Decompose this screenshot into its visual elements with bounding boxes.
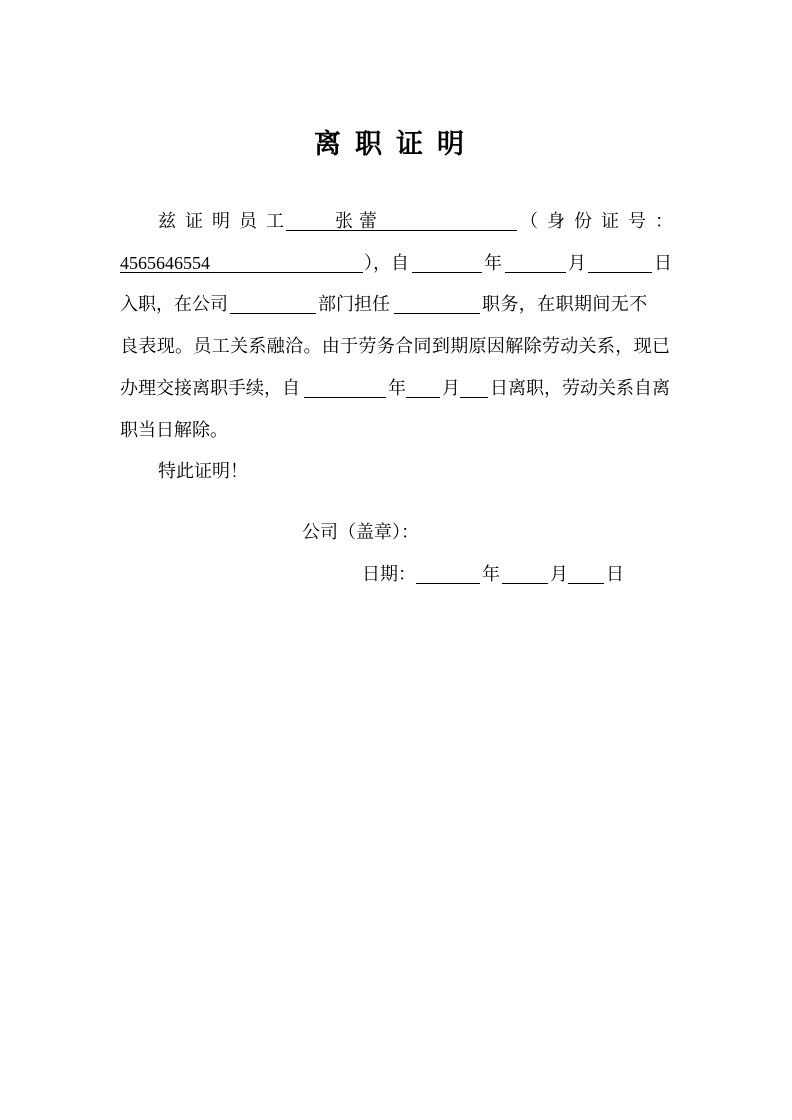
sign-day-blank [568, 563, 604, 584]
id-number: 4565646554 [120, 253, 210, 273]
start-day-blank [588, 252, 652, 273]
position-text: 职务，在职期间无不 [482, 294, 648, 314]
month-text: 月 [442, 378, 460, 398]
document-title: 离职证明 [314, 129, 478, 159]
body-line-6: 职当日解除。 [120, 420, 228, 440]
leave-year-blank [304, 377, 386, 398]
intro-text: 兹证明员工 [158, 211, 293, 231]
from-text: ），自 [364, 253, 409, 273]
day-text: 日 [654, 253, 672, 273]
leave-month-blank [406, 377, 440, 398]
date-label: 日期： [362, 564, 416, 584]
month-text: 月 [568, 253, 586, 273]
year-text: 年 [484, 253, 502, 273]
closing-text: 特此证明！ [158, 461, 248, 481]
body-line-4: 良表现。员工关系融洽。由于劳务合同到期原因解除劳动关系，现已 [120, 336, 670, 356]
department-blank [230, 293, 316, 314]
employee-name-field [286, 210, 517, 231]
employee-name: 张蕾 [335, 211, 383, 231]
company-seal-label: 公司（盖章）： [302, 522, 419, 542]
join-text: 入职，在公司 [120, 294, 228, 314]
day-text: 日 [606, 564, 624, 584]
start-month-blank [505, 252, 566, 273]
leave-text: 日离职，劳动关系自离 [490, 378, 670, 398]
position-blank [394, 293, 480, 314]
department-text: 部门担任 [318, 294, 390, 314]
leave-day-blank [460, 377, 488, 398]
start-year-blank [412, 252, 482, 273]
id-label: （身份证号： [520, 211, 682, 231]
handover-text: 办理交接离职手续，自 [120, 378, 300, 398]
sign-year-blank [416, 563, 480, 584]
sign-month-blank [502, 563, 548, 584]
id-number-field [120, 252, 363, 273]
year-text: 年 [482, 564, 500, 584]
year-text: 年 [388, 378, 406, 398]
month-text: 月 [550, 564, 568, 584]
